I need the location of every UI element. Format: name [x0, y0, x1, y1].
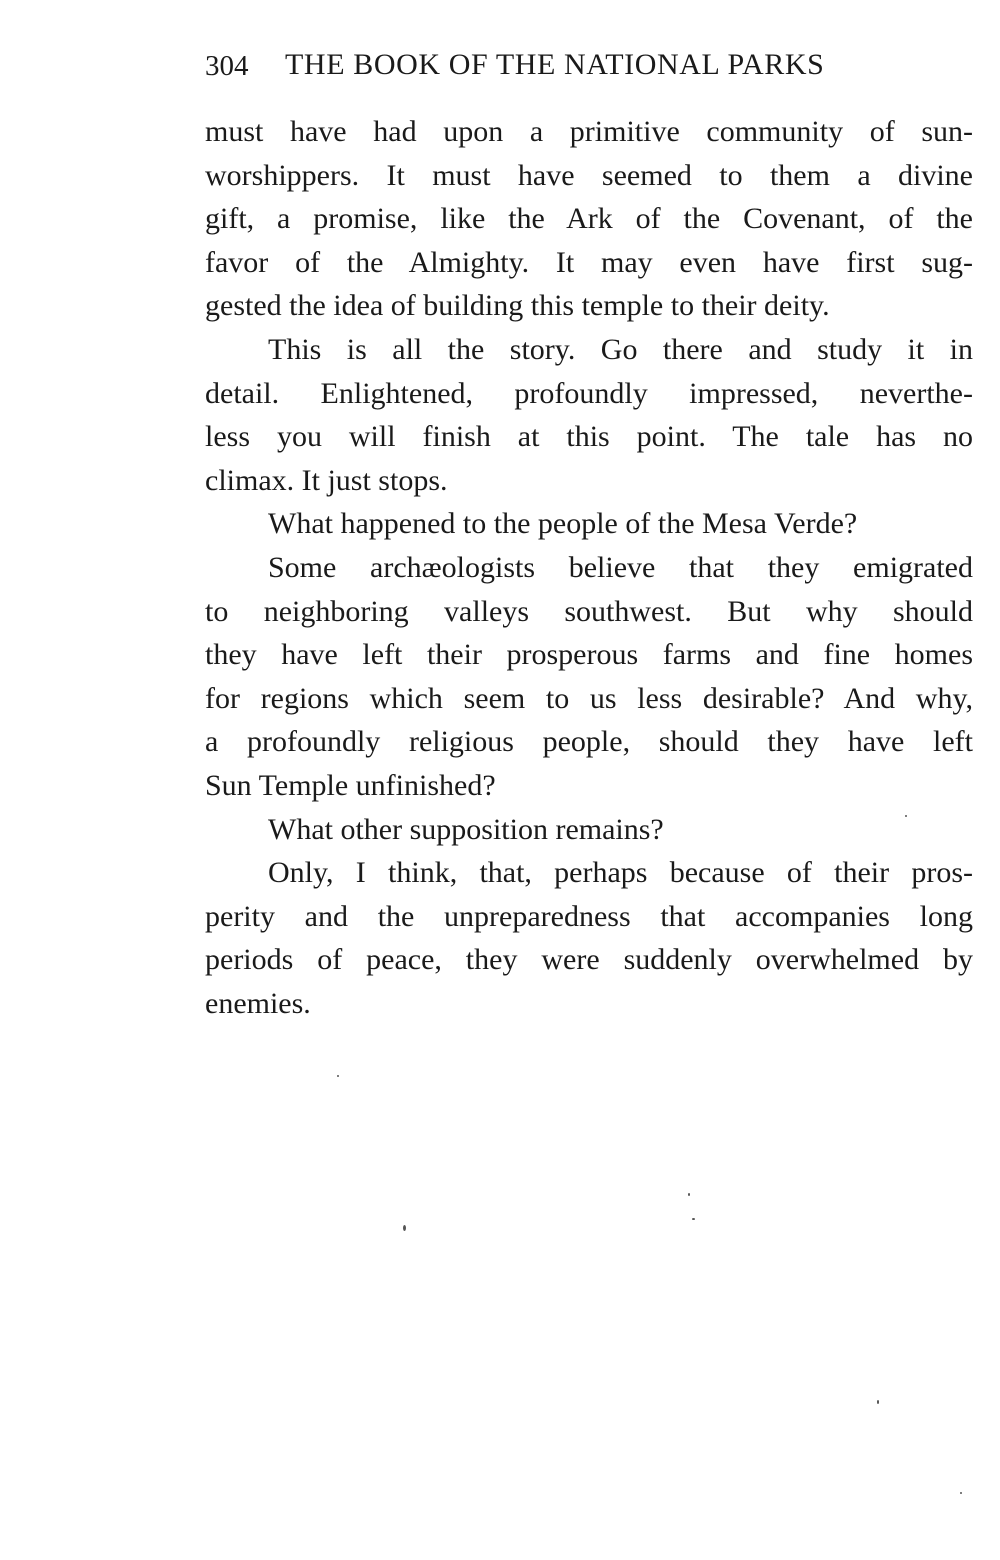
scan-speck — [688, 1193, 690, 1196]
scan-speck — [403, 1225, 406, 1231]
scan-speck — [337, 1075, 339, 1077]
scan-speck — [905, 815, 907, 817]
text-line: Some archæologists believe that they emigrated — [268, 550, 973, 584]
text-line: gested the idea of building this temple to their deity. — [205, 289, 830, 323]
text-line: What other supposition remains? — [268, 812, 664, 846]
scan-speck — [960, 1492, 962, 1494]
text-line: enemies. — [205, 986, 311, 1020]
text-line: perity and the unpreparedness that accompanies long — [205, 899, 973, 933]
text-line: Sun Temple unfinished? — [205, 768, 496, 802]
page-header — [205, 48, 945, 92]
text-line: must have had upon a primitive community of sun- — [205, 115, 973, 148]
text-line: climax. It just stops. — [205, 463, 448, 497]
text-line: less you will finish at this point. The tale has no — [205, 420, 973, 454]
text-line: This is all the story. Go there and study it in — [268, 332, 973, 366]
text-line: to neighboring valleys southwest. But why should — [205, 594, 973, 628]
running-head: THE BOOK OF THE NATIONAL PARKS — [285, 48, 825, 81]
text-line: detail. Enlightened, profoundly impressed, neverthe- — [205, 376, 973, 410]
text-line: What happened to the people of the Mesa Verde? — [268, 507, 858, 541]
text-line: a profoundly religious people, should they have left — [205, 725, 973, 759]
text-line: favor of the Almighty. It may even have first sug- — [205, 245, 973, 279]
scan-speck — [692, 1218, 695, 1220]
text-line: worshippers. It must have seemed to them a divine — [205, 158, 973, 192]
text-line: for regions which seem to us less desirable? And why, — [205, 681, 973, 715]
text-line: gift, a promise, like the Ark of the Covenant, of the — [205, 202, 973, 236]
text-line: Only, I think, that, perhaps because of their pros- — [268, 856, 973, 890]
text-line: they have left their prosperous farms and fine homes — [205, 638, 973, 672]
scan-speck — [877, 1400, 879, 1404]
page-number: 304 — [205, 50, 249, 82]
text-line: periods of peace, they were suddenly overwhelmed by — [205, 943, 973, 977]
body-text — [205, 110, 973, 1025]
